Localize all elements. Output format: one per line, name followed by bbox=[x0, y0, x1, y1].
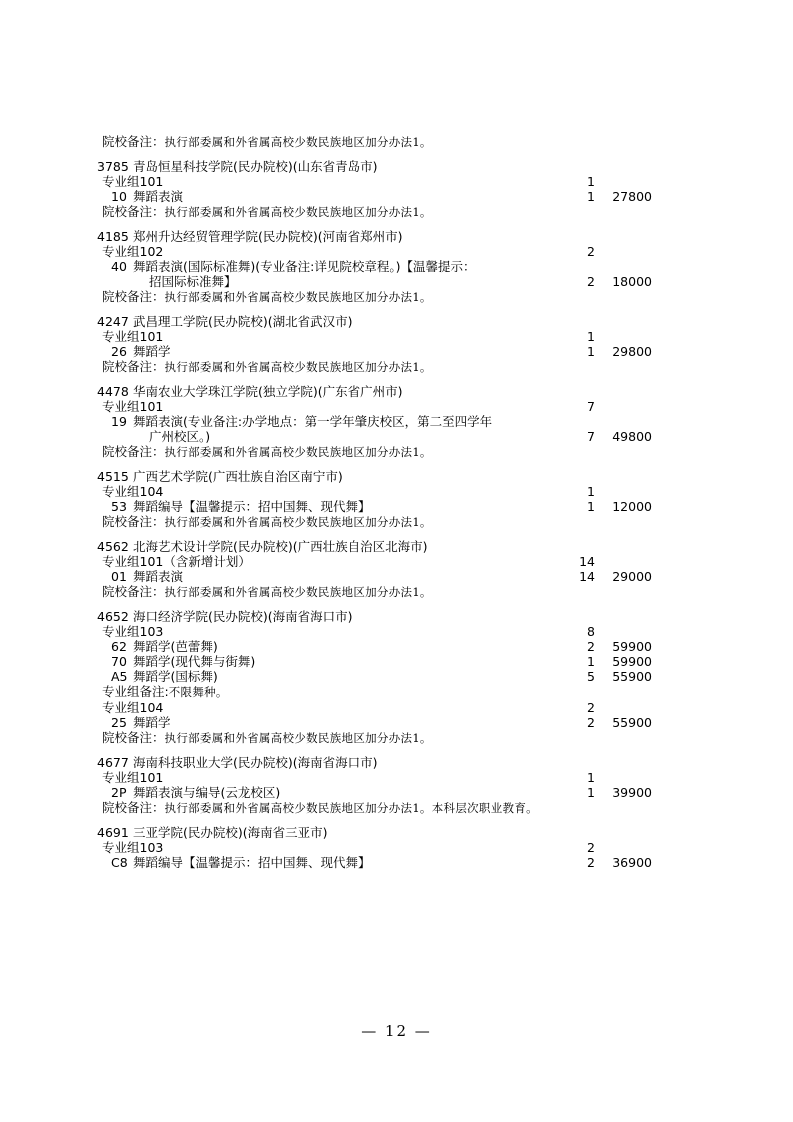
major-row bbox=[97, 654, 657, 669]
plan-count: 1 bbox=[587, 770, 595, 785]
plan-count: 5 bbox=[587, 669, 595, 684]
major-group-row bbox=[97, 399, 657, 414]
major-row bbox=[97, 715, 657, 730]
major-name: 舞蹈表演(专业备注:办学地点：第一学年肇庆校区，第二至四学年 bbox=[133, 414, 493, 429]
note-block bbox=[97, 134, 657, 150]
school-name: 华南农业大学珠江学院(独立学院)(广东省广州市) bbox=[133, 384, 403, 399]
school-note-text: 执行部委属和外省属高校少数民族地区加分办法1。 bbox=[164, 135, 432, 149]
major-code: 53 bbox=[111, 499, 127, 514]
major-code: 62 bbox=[111, 639, 127, 654]
major-group-row bbox=[97, 484, 657, 499]
major-group-label: 专业组101 bbox=[102, 174, 164, 189]
tuition-fee: 55900 bbox=[612, 715, 652, 730]
major-row bbox=[97, 569, 657, 584]
major-name: 舞蹈学(芭蕾舞) bbox=[133, 639, 218, 654]
school-note-label: 院校备注： bbox=[102, 514, 165, 529]
plan-count: 7 bbox=[587, 399, 595, 414]
plan-count: 1 bbox=[587, 174, 595, 189]
school-note-label: 院校备注： bbox=[102, 204, 165, 219]
major-name-continuation bbox=[97, 274, 657, 289]
school-note-text: 执行部委属和外省属高校少数民族地区加分办法1。 bbox=[164, 205, 432, 219]
plan-count: 1 bbox=[587, 189, 595, 204]
plan-count: 7 bbox=[587, 429, 595, 444]
major-row bbox=[97, 189, 657, 204]
major-group-label: 专业组101 bbox=[102, 399, 164, 414]
school-block bbox=[97, 229, 657, 305]
major-group-label: 专业组103 bbox=[102, 624, 164, 639]
school-note-label: 院校备注： bbox=[102, 584, 165, 599]
tuition-fee: 55900 bbox=[612, 669, 652, 684]
school-note-text: 执行部委属和外省属高校少数民族地区加分办法1。 bbox=[164, 731, 432, 745]
plan-count: 2 bbox=[587, 855, 595, 870]
school-code: 4515 bbox=[97, 469, 129, 484]
major-code: C8 bbox=[111, 855, 128, 870]
plan-count: 2 bbox=[587, 700, 595, 715]
plan-count: 2 bbox=[587, 715, 595, 730]
school-block bbox=[97, 609, 657, 746]
school-note-label: 院校备注： bbox=[102, 444, 165, 459]
major-group-label: 专业组102 bbox=[102, 244, 164, 259]
plan-count: 1 bbox=[587, 329, 595, 344]
page-number: — 12 — bbox=[361, 1022, 432, 1040]
group-note-label: 专业组备注: bbox=[102, 684, 169, 699]
school-note-text: 执行部委属和外省属高校少数民族地区加分办法1。 bbox=[164, 585, 432, 599]
major-name: 舞蹈表演 bbox=[133, 569, 184, 584]
tuition-fee: 12000 bbox=[612, 499, 652, 514]
school-code: 4562 bbox=[97, 539, 129, 554]
school-code: 4185 bbox=[97, 229, 129, 244]
school-name: 武昌理工学院(民办院校)(湖北省武汉市) bbox=[133, 314, 353, 329]
major-group-label: 专业组104 bbox=[102, 484, 164, 499]
tuition-fee: 59900 bbox=[612, 654, 652, 669]
school-note-row bbox=[97, 444, 657, 460]
school-name: 郑州升达经贸管理学院(民办院校)(河南省郑州市) bbox=[133, 229, 403, 244]
school-header bbox=[97, 755, 657, 770]
major-name: 舞蹈学 bbox=[133, 344, 171, 359]
school-note-row bbox=[97, 730, 657, 746]
major-row bbox=[97, 414, 657, 429]
school-block bbox=[97, 755, 657, 816]
major-code: 70 bbox=[111, 654, 127, 669]
plan-count: 2 bbox=[587, 244, 595, 259]
school-note-label: 院校备注： bbox=[102, 289, 165, 304]
major-group-row bbox=[97, 174, 657, 189]
major-name: 舞蹈编导【温馨提示：招中国舞、现代舞】 bbox=[133, 855, 371, 870]
school-block bbox=[97, 825, 657, 870]
plan-count: 2 bbox=[587, 840, 595, 855]
major-name: 舞蹈学(国标舞) bbox=[133, 669, 218, 684]
major-name-continuation bbox=[97, 429, 657, 444]
major-row bbox=[97, 344, 657, 359]
major-group-row bbox=[97, 244, 657, 259]
school-name: 广西艺术学院(广西壮族自治区南宁市) bbox=[133, 469, 343, 484]
school-code: 4652 bbox=[97, 609, 129, 624]
major-group-row bbox=[97, 554, 657, 569]
school-note-text: 执行部委属和外省属高校少数民族地区加分办法1。 bbox=[164, 290, 432, 304]
school-code: 4691 bbox=[97, 825, 129, 840]
major-row bbox=[97, 639, 657, 654]
school-note-text: 执行部委属和外省属高校少数民族地区加分办法1。本科层次职业教育。 bbox=[164, 801, 538, 815]
major-code: 19 bbox=[111, 414, 127, 429]
school-name: 青岛恒星科技学院(民办院校)(山东省青岛市) bbox=[133, 159, 378, 174]
major-group-label: 专业组101 bbox=[102, 329, 164, 344]
major-code: 2P bbox=[111, 785, 127, 800]
major-group-row bbox=[97, 840, 657, 855]
school-header bbox=[97, 469, 657, 484]
major-row bbox=[97, 499, 657, 514]
major-name: 舞蹈学 bbox=[133, 715, 171, 730]
major-row bbox=[97, 259, 657, 274]
major-name: 舞蹈编导【温馨提示：招中国舞、现代舞】 bbox=[133, 499, 371, 514]
school-note-row bbox=[97, 800, 657, 816]
major-name-text: 招国际标准舞】 bbox=[149, 274, 237, 289]
plan-listing-content bbox=[97, 134, 657, 879]
school-header bbox=[97, 825, 657, 840]
tuition-fee: 59900 bbox=[612, 639, 652, 654]
major-name: 舞蹈学(现代舞与街舞) bbox=[133, 654, 256, 669]
school-note-text: 执行部委属和外省属高校少数民族地区加分办法1。 bbox=[164, 445, 432, 459]
plan-count: 2 bbox=[587, 639, 595, 654]
school-note-row bbox=[97, 289, 657, 305]
school-name: 北海艺术设计学院(民办院校)(广西壮族自治区北海市) bbox=[133, 539, 428, 554]
school-header bbox=[97, 609, 657, 624]
tuition-fee: 27800 bbox=[612, 189, 652, 204]
major-name: 舞蹈表演(国际标准舞)(专业备注:详见院校章程。)【温馨提示： bbox=[133, 259, 476, 274]
tuition-fee: 39900 bbox=[612, 785, 652, 800]
plan-count: 2 bbox=[587, 274, 595, 289]
school-header bbox=[97, 229, 657, 244]
plan-count: 14 bbox=[579, 554, 595, 569]
school-block bbox=[97, 469, 657, 530]
school-name: 三亚学院(民办院校)(海南省三亚市) bbox=[133, 825, 328, 840]
school-name: 海南科技职业大学(民办院校)(海南省海口市) bbox=[133, 755, 378, 770]
school-note-text: 执行部委属和外省属高校少数民族地区加分办法1。 bbox=[164, 360, 432, 374]
major-code: 01 bbox=[111, 569, 127, 584]
major-code: 25 bbox=[111, 715, 127, 730]
major-row bbox=[97, 785, 657, 800]
major-group-label: 专业组101 bbox=[102, 770, 164, 785]
school-note-label: 院校备注： bbox=[102, 134, 165, 149]
major-code: 40 bbox=[111, 259, 127, 274]
school-block bbox=[97, 539, 657, 600]
plan-count: 8 bbox=[587, 624, 595, 639]
plan-count: 1 bbox=[587, 484, 595, 499]
school-note-label: 院校备注： bbox=[102, 800, 165, 815]
group-note-row bbox=[97, 684, 657, 700]
major-name: 舞蹈表演 bbox=[133, 189, 184, 204]
major-code: 26 bbox=[111, 344, 127, 359]
major-group-row bbox=[97, 624, 657, 639]
school-block bbox=[97, 384, 657, 460]
school-block bbox=[97, 314, 657, 375]
school-note-label: 院校备注： bbox=[102, 359, 165, 374]
major-name-text: 广州校区。) bbox=[149, 429, 211, 444]
school-note-row bbox=[97, 584, 657, 600]
tuition-fee: 29800 bbox=[612, 344, 652, 359]
major-code: 10 bbox=[111, 189, 127, 204]
major-group-label: 专业组104 bbox=[102, 700, 164, 715]
school-block bbox=[97, 159, 657, 220]
plan-count: 1 bbox=[587, 344, 595, 359]
major-group-row bbox=[97, 770, 657, 785]
plan-count: 1 bbox=[587, 785, 595, 800]
major-row bbox=[97, 669, 657, 684]
major-group-row bbox=[97, 700, 657, 715]
plan-count: 14 bbox=[579, 569, 595, 584]
major-name: 舞蹈表演与编导(云龙校区) bbox=[133, 785, 281, 800]
school-note-row bbox=[97, 514, 657, 530]
major-code: A5 bbox=[111, 669, 128, 684]
school-code: 4677 bbox=[97, 755, 129, 770]
school-name: 海口经济学院(民办院校)(海南省海口市) bbox=[133, 609, 353, 624]
school-code: 4247 bbox=[97, 314, 129, 329]
major-group-label: 专业组101（含新增计划） bbox=[102, 554, 251, 569]
school-header bbox=[97, 384, 657, 399]
school-header bbox=[97, 159, 657, 174]
group-note-text: 不限舞种。 bbox=[168, 685, 228, 699]
major-group-row bbox=[97, 329, 657, 344]
tuition-fee: 29000 bbox=[612, 569, 652, 584]
tuition-fee: 36900 bbox=[612, 855, 652, 870]
major-group-label: 专业组103 bbox=[102, 840, 164, 855]
school-code: 4478 bbox=[97, 384, 129, 399]
school-note-label: 院校备注： bbox=[102, 730, 165, 745]
school-header bbox=[97, 314, 657, 329]
school-header bbox=[97, 539, 657, 554]
tuition-fee: 18000 bbox=[612, 274, 652, 289]
school-note-row bbox=[97, 359, 657, 375]
tuition-fee: 49800 bbox=[612, 429, 652, 444]
school-note-row bbox=[97, 134, 657, 150]
school-note-row bbox=[97, 204, 657, 220]
school-code: 3785 bbox=[97, 159, 129, 174]
plan-count: 1 bbox=[587, 654, 595, 669]
school-note-text: 执行部委属和外省属高校少数民族地区加分办法1。 bbox=[164, 515, 432, 529]
major-row bbox=[97, 855, 657, 870]
plan-count: 1 bbox=[587, 499, 595, 514]
